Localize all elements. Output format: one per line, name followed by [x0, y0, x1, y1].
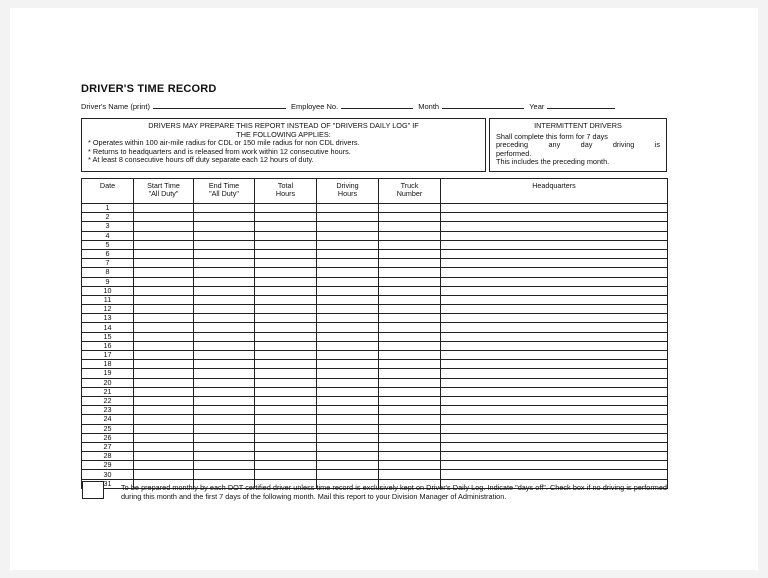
total-hours-cell[interactable] — [255, 314, 317, 323]
start-time-cell[interactable] — [134, 249, 194, 258]
truck-number-cell[interactable] — [379, 360, 441, 369]
headquarters-cell[interactable] — [441, 387, 668, 396]
driving-hours-cell[interactable] — [317, 295, 379, 304]
intermittent-line: Shall complete this form for 7 days — [496, 131, 608, 141]
truck-number-cell[interactable] — [379, 433, 441, 442]
total-hours-cell[interactable] — [255, 213, 317, 222]
driving-hours-cell[interactable] — [317, 470, 379, 479]
table-row — [82, 305, 668, 314]
total-hours-cell[interactable] — [255, 259, 317, 268]
table-row — [82, 268, 668, 277]
end-time-cell[interactable] — [194, 240, 255, 249]
day-number-cell: 2 — [82, 213, 134, 222]
truck-number-cell[interactable] — [379, 406, 441, 415]
truck-number-cell[interactable] — [379, 332, 441, 341]
year-field[interactable] — [547, 101, 615, 109]
drivers-name-field[interactable] — [153, 101, 286, 109]
headquarters-cell[interactable] — [441, 369, 668, 378]
employee-no-field[interactable] — [341, 101, 413, 109]
col-header-end-time — [194, 179, 255, 204]
table-row — [82, 387, 668, 396]
total-label: Total — [277, 181, 294, 190]
table-row — [82, 415, 668, 424]
truck-number-cell[interactable] — [379, 305, 441, 314]
headquarters-cell[interactable] — [441, 277, 668, 286]
headquarters-cell[interactable] — [441, 396, 668, 405]
headquarters-cell[interactable] — [441, 295, 668, 304]
start-time-cell[interactable] — [134, 461, 194, 470]
start-time-cell[interactable] — [134, 415, 194, 424]
truck-sublabel: Number — [396, 189, 423, 198]
driving-hours-cell[interactable] — [317, 332, 379, 341]
driving-hours-cell[interactable] — [317, 222, 379, 231]
end-time-cell[interactable] — [194, 323, 255, 332]
truck-number-cell[interactable] — [379, 341, 441, 350]
driving-hours-cell[interactable] — [317, 360, 379, 369]
headquarters-cell[interactable] — [441, 424, 668, 433]
start-time-cell[interactable] — [134, 396, 194, 405]
start-time-cell[interactable] — [134, 424, 194, 433]
start-time-cell[interactable] — [134, 314, 194, 323]
intermittent-line: performed. — [496, 148, 532, 158]
drivers-name-label: Driver's Name (print) — [81, 102, 150, 111]
end-time-cell[interactable] — [194, 305, 255, 314]
driving-hours-cell[interactable] — [317, 406, 379, 415]
end-time-cell[interactable] — [194, 277, 255, 286]
headquarters-cell[interactable] — [441, 341, 668, 350]
day-number-cell: 15 — [82, 332, 134, 341]
col-header-total-hours — [255, 179, 317, 204]
day-number-cell: 28 — [82, 452, 134, 461]
start-time-cell[interactable] — [134, 433, 194, 442]
driving-hours-cell[interactable] — [317, 378, 379, 387]
truck-number-cell[interactable] — [379, 213, 441, 222]
start-time-cell[interactable] — [134, 213, 194, 222]
headquarters-cell[interactable] — [441, 351, 668, 360]
footer-instructions: To be prepared monthly by each DOT certified driver unless time record is exclusively kept on Driver's Daily Log. Indicate "days off". Check box if no driving is performed during this month and the first 7 days of the following month. Mail this report to your Division Manager of Administration. — [121, 483, 667, 501]
total-hours-cell[interactable] — [255, 268, 317, 277]
start-time-cell[interactable] — [134, 295, 194, 304]
headquarters-cell[interactable] — [441, 249, 668, 258]
col-header-truck-number — [379, 179, 441, 204]
driving-hours-cell[interactable] — [317, 240, 379, 249]
driving-hours-cell[interactable] — [317, 213, 379, 222]
start-time-cell[interactable] — [134, 452, 194, 461]
table-body — [82, 204, 668, 489]
start-time-cell[interactable] — [134, 387, 194, 396]
start-time-cell[interactable] — [134, 323, 194, 332]
day-number-cell: 7 — [82, 259, 134, 268]
end-time-cell[interactable] — [194, 415, 255, 424]
day-number-cell: 13 — [82, 314, 134, 323]
table-row — [82, 259, 668, 268]
driving-hours-cell[interactable] — [317, 323, 379, 332]
start-time-label: Start Time — [147, 181, 180, 190]
headquarters-cell[interactable] — [441, 415, 668, 424]
employee-no-label: Employee No. — [291, 102, 339, 111]
headquarters-cell[interactable] — [441, 452, 668, 461]
day-number-cell: 18 — [82, 360, 134, 369]
total-hours-cell[interactable] — [255, 378, 317, 387]
day-number-cell: 12 — [82, 305, 134, 314]
form-title: DRIVER'S TIME RECORD — [81, 83, 217, 95]
day-number-cell: 19 — [82, 369, 134, 378]
time-record-table — [81, 178, 668, 489]
end-time-cell[interactable] — [194, 369, 255, 378]
start-time-cell[interactable] — [134, 351, 194, 360]
table-row — [82, 231, 668, 240]
truck-number-cell[interactable] — [379, 204, 441, 213]
table-row — [82, 332, 668, 341]
end-time-cell[interactable] — [194, 332, 255, 341]
start-time-cell[interactable] — [134, 240, 194, 249]
truck-number-cell[interactable] — [379, 415, 441, 424]
headquarters-cell[interactable] — [441, 305, 668, 314]
driver-info-line — [81, 101, 671, 111]
start-time-cell[interactable] — [134, 222, 194, 231]
driving-hours-cell[interactable] — [317, 461, 379, 470]
total-hours-cell[interactable] — [255, 442, 317, 451]
total-hours-cell[interactable] — [255, 295, 317, 304]
table-row — [82, 213, 668, 222]
start-time-sublabel: "All Duty" — [148, 189, 179, 198]
total-hours-cell[interactable] — [255, 406, 317, 415]
day-number-cell: 20 — [82, 378, 134, 387]
notice-bullet: * Returns to headquarters and is released from work within 12 consecutive hours. — [88, 146, 351, 156]
headquarters-cell[interactable] — [441, 268, 668, 277]
day-number-cell: 21 — [82, 387, 134, 396]
headquarters-cell[interactable] — [441, 406, 668, 415]
table-row — [82, 277, 668, 286]
headquarters-cell[interactable] — [441, 240, 668, 249]
day-number-cell: 23 — [82, 406, 134, 415]
truck-number-cell[interactable] — [379, 461, 441, 470]
total-hours-cell[interactable] — [255, 369, 317, 378]
driving-hours-cell[interactable] — [317, 204, 379, 213]
driving-hours-cell[interactable] — [317, 277, 379, 286]
total-hours-cell[interactable] — [255, 396, 317, 405]
table-row — [82, 222, 668, 231]
total-hours-cell[interactable] — [255, 332, 317, 341]
end-time-cell[interactable] — [194, 341, 255, 350]
total-hours-cell[interactable] — [255, 286, 317, 295]
end-time-cell[interactable] — [194, 387, 255, 396]
end-time-sublabel: "All Duty" — [209, 189, 239, 198]
start-time-cell[interactable] — [134, 378, 194, 387]
driving-hours-cell[interactable] — [317, 452, 379, 461]
start-time-cell[interactable] — [134, 341, 194, 350]
truck-number-cell[interactable] — [379, 222, 441, 231]
total-sublabel: Hours — [275, 189, 296, 198]
end-time-cell[interactable] — [194, 424, 255, 433]
end-time-cell[interactable] — [194, 378, 255, 387]
no-driving-checkbox[interactable] — [82, 481, 104, 499]
start-time-cell[interactable] — [134, 268, 194, 277]
headquarters-cell[interactable] — [441, 213, 668, 222]
headquarters-cell[interactable] — [441, 204, 668, 213]
end-time-cell[interactable] — [194, 249, 255, 258]
table-row — [82, 314, 668, 323]
end-time-cell[interactable] — [194, 351, 255, 360]
headquarters-cell[interactable] — [441, 332, 668, 341]
end-time-cell[interactable] — [194, 452, 255, 461]
date-header-label: Date — [99, 181, 116, 190]
year-label: Year — [529, 102, 545, 111]
table-row — [82, 470, 668, 479]
start-time-cell[interactable] — [134, 204, 194, 213]
day-number-cell: 5 — [82, 240, 134, 249]
driving-hours-cell[interactable] — [317, 415, 379, 424]
driving-label: Driving — [336, 181, 359, 190]
day-number-cell: 29 — [82, 461, 134, 470]
driving-hours-cell[interactable] — [317, 249, 379, 258]
table-row — [82, 351, 668, 360]
notice-box — [81, 118, 486, 172]
start-time-cell[interactable] — [134, 231, 194, 240]
driving-hours-cell[interactable] — [317, 369, 379, 378]
truck-number-cell[interactable] — [379, 323, 441, 332]
headquarters-cell[interactable] — [441, 433, 668, 442]
truck-number-cell[interactable] — [379, 277, 441, 286]
intermittent-drivers-box — [489, 118, 667, 172]
total-hours-cell[interactable] — [255, 231, 317, 240]
end-time-cell[interactable] — [194, 204, 255, 213]
total-hours-cell[interactable] — [255, 249, 317, 258]
month-label: Month — [418, 102, 440, 111]
day-number-cell: 27 — [82, 442, 134, 451]
truck-number-cell[interactable] — [379, 240, 441, 249]
headquarters-cell[interactable] — [441, 360, 668, 369]
day-number-cell: 16 — [82, 341, 134, 350]
truck-label: Truck — [400, 181, 419, 190]
driving-sublabel: Hours — [337, 189, 358, 198]
end-time-cell[interactable] — [194, 470, 255, 479]
truck-number-cell[interactable] — [379, 470, 441, 479]
end-time-cell[interactable] — [194, 286, 255, 295]
day-number-cell: 6 — [82, 249, 134, 258]
day-number-cell: 22 — [82, 396, 134, 405]
end-time-cell[interactable] — [194, 295, 255, 304]
headquarters-cell[interactable] — [441, 286, 668, 295]
truck-number-cell[interactable] — [379, 442, 441, 451]
table-row — [82, 341, 668, 350]
col-header-headquarters — [441, 179, 668, 204]
month-field[interactable] — [442, 101, 524, 109]
day-number-cell: 30 — [82, 470, 134, 479]
truck-number-cell[interactable] — [379, 231, 441, 240]
notice-heading-1: DRIVERS MAY PREPARE THIS REPORT INSTEAD OF "DRIVERS DAILY LOG" IF — [148, 121, 419, 130]
end-time-cell[interactable] — [194, 406, 255, 415]
total-hours-cell[interactable] — [255, 461, 317, 470]
truck-number-cell[interactable] — [379, 387, 441, 396]
driving-hours-cell[interactable] — [317, 424, 379, 433]
total-hours-cell[interactable] — [255, 204, 317, 213]
day-number-cell: 9 — [82, 277, 134, 286]
end-time-cell[interactable] — [194, 360, 255, 369]
headquarters-cell[interactable] — [441, 222, 668, 231]
driving-hours-cell[interactable] — [317, 268, 379, 277]
day-number-cell: 1 — [82, 204, 134, 213]
table-header-row — [82, 179, 668, 204]
day-number-cell: 25 — [82, 424, 134, 433]
start-time-cell[interactable] — [134, 360, 194, 369]
total-hours-cell[interactable] — [255, 433, 317, 442]
intermittent-line: This includes the preceding month. — [496, 157, 610, 167]
end-time-label: End Time — [208, 181, 240, 190]
day-number-cell: 17 — [82, 351, 134, 360]
notice-heading-2: THE FOLLOWING APPLIES: — [236, 129, 331, 139]
total-hours-cell[interactable] — [255, 222, 317, 231]
table-row — [82, 424, 668, 433]
total-hours-cell[interactable] — [255, 323, 317, 332]
end-time-cell[interactable] — [194, 222, 255, 231]
total-hours-cell[interactable] — [255, 305, 317, 314]
truck-number-cell[interactable] — [379, 452, 441, 461]
total-hours-cell[interactable] — [255, 351, 317, 360]
headquarters-cell[interactable] — [441, 442, 668, 451]
table-row — [82, 433, 668, 442]
driving-hours-cell[interactable] — [317, 259, 379, 268]
headquarters-cell[interactable] — [441, 259, 668, 268]
start-time-cell[interactable] — [134, 442, 194, 451]
headquarters-cell[interactable] — [441, 461, 668, 470]
driving-hours-cell[interactable] — [317, 305, 379, 314]
driving-hours-cell[interactable] — [317, 286, 379, 295]
table-row — [82, 240, 668, 249]
total-hours-cell[interactable] — [255, 240, 317, 249]
total-hours-cell[interactable] — [255, 341, 317, 350]
table-row — [82, 406, 668, 415]
day-number-cell: 31 — [82, 479, 134, 488]
start-time-cell[interactable] — [134, 277, 194, 286]
day-number-cell: 24 — [82, 415, 134, 424]
start-time-cell[interactable] — [134, 406, 194, 415]
driving-hours-cell[interactable] — [317, 433, 379, 442]
start-time-cell[interactable] — [134, 470, 194, 479]
day-number-cell: 4 — [82, 231, 134, 240]
intermittent-heading: INTERMITTENT DRIVERS — [534, 121, 622, 130]
table-row — [82, 204, 668, 213]
table-row — [82, 323, 668, 332]
truck-number-cell[interactable] — [379, 351, 441, 360]
day-number-cell: 8 — [82, 268, 134, 277]
start-time-cell[interactable] — [134, 259, 194, 268]
end-time-cell[interactable] — [194, 259, 255, 268]
start-time-cell[interactable] — [134, 286, 194, 295]
total-hours-cell[interactable] — [255, 415, 317, 424]
day-number-cell: 3 — [82, 222, 134, 231]
table-row — [82, 378, 668, 387]
total-hours-cell[interactable] — [255, 452, 317, 461]
truck-number-cell[interactable] — [379, 369, 441, 378]
truck-number-cell[interactable] — [379, 259, 441, 268]
end-time-cell[interactable] — [194, 442, 255, 451]
start-time-cell[interactable] — [134, 332, 194, 341]
notice-bullet: * At least 8 consecutive hours off duty separate each 12 hours of duty. — [88, 155, 314, 165]
table-row — [82, 295, 668, 304]
truck-number-cell[interactable] — [379, 424, 441, 433]
start-time-cell[interactable] — [134, 369, 194, 378]
table-row — [82, 369, 668, 378]
headquarters-label: Headquarters — [532, 181, 576, 190]
driving-hours-cell[interactable] — [317, 341, 379, 350]
total-hours-cell[interactable] — [255, 360, 317, 369]
truck-number-cell[interactable] — [379, 396, 441, 405]
total-hours-cell[interactable] — [255, 387, 317, 396]
total-hours-cell[interactable] — [255, 424, 317, 433]
day-number-cell: 10 — [82, 286, 134, 295]
col-header-date — [82, 179, 134, 204]
notice-bullet: * Operates within 100 air-mile radius for CDL or 150 mile radius for non CDL drivers. — [88, 138, 360, 148]
day-number-cell: 14 — [82, 323, 134, 332]
end-time-cell[interactable] — [194, 314, 255, 323]
headquarters-cell[interactable] — [441, 231, 668, 240]
driving-hours-cell[interactable] — [317, 351, 379, 360]
end-time-cell[interactable] — [194, 461, 255, 470]
driving-hours-cell[interactable] — [317, 387, 379, 396]
headquarters-cell[interactable] — [441, 314, 668, 323]
end-time-cell[interactable] — [194, 231, 255, 240]
truck-number-cell[interactable] — [379, 314, 441, 323]
headquarters-cell[interactable] — [441, 378, 668, 387]
driving-hours-cell[interactable] — [317, 314, 379, 323]
truck-number-cell[interactable] — [379, 249, 441, 258]
day-number-cell: 11 — [82, 295, 134, 304]
driving-hours-cell[interactable] — [317, 442, 379, 451]
truck-number-cell[interactable] — [379, 378, 441, 387]
total-hours-cell[interactable] — [255, 277, 317, 286]
table-row — [82, 452, 668, 461]
driving-hours-cell[interactable] — [317, 231, 379, 240]
end-time-cell[interactable] — [194, 433, 255, 442]
end-time-cell[interactable] — [194, 268, 255, 277]
table-row — [82, 249, 668, 258]
table-row — [82, 360, 668, 369]
driving-hours-cell[interactable] — [317, 396, 379, 405]
table-row — [82, 396, 668, 405]
truck-number-cell[interactable] — [379, 295, 441, 304]
table-row — [82, 461, 668, 470]
col-header-start-time — [134, 179, 194, 204]
total-hours-cell[interactable] — [255, 470, 317, 479]
table-row — [82, 286, 668, 295]
intermittent-line: preceding any day driving is — [496, 140, 660, 150]
day-number-cell: 26 — [82, 433, 134, 442]
start-time-cell[interactable] — [134, 305, 194, 314]
headquarters-cell[interactable] — [441, 470, 668, 479]
end-time-cell[interactable] — [194, 213, 255, 222]
headquarters-cell[interactable] — [441, 323, 668, 332]
truck-number-cell[interactable] — [379, 286, 441, 295]
end-time-cell[interactable] — [194, 396, 255, 405]
truck-number-cell[interactable] — [379, 268, 441, 277]
col-header-driving-hours — [317, 179, 379, 204]
table-row — [82, 442, 668, 451]
